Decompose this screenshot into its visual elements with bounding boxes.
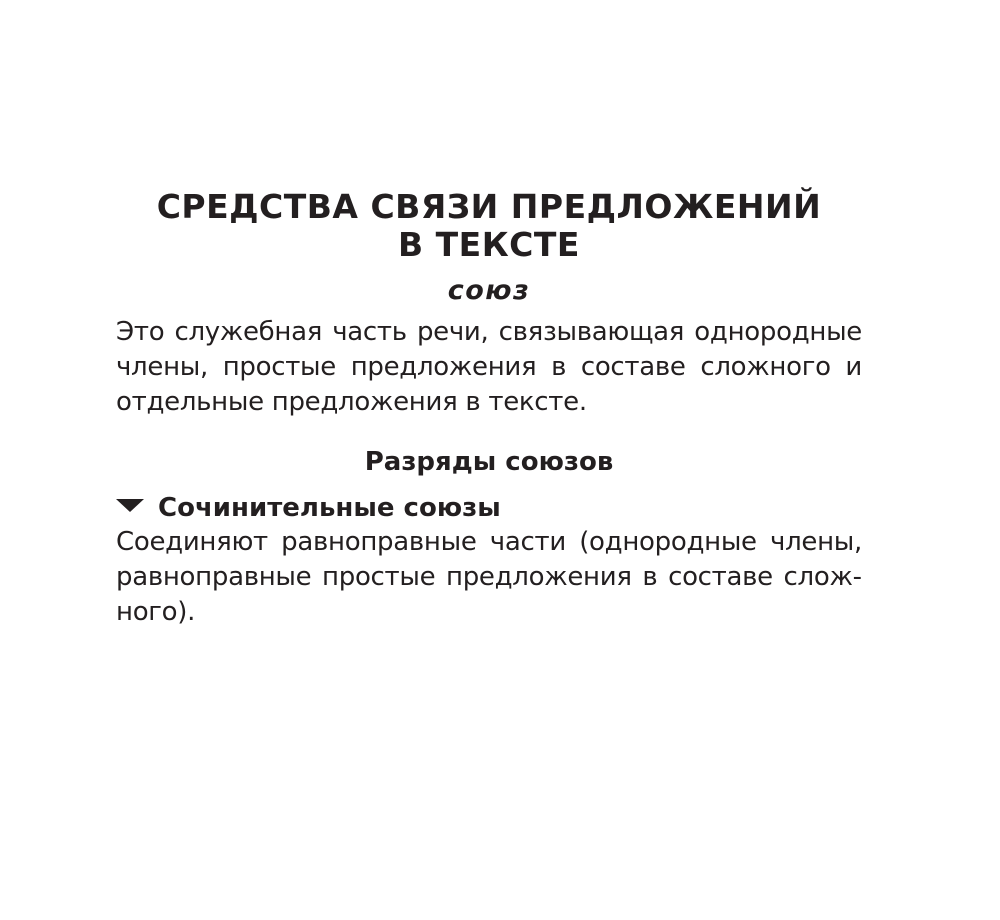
triangle-down-icon xyxy=(116,499,144,512)
page-title-line-1: СРЕДСТВА СВЯЗИ ПРЕДЛОЖЕНИЙ xyxy=(156,187,822,226)
page-title-line-2: В ТЕКСТЕ xyxy=(398,225,580,264)
section-heading: Разряды союзов xyxy=(364,447,614,477)
subsection-title: Сочинительные союзы xyxy=(158,493,501,523)
page-subtitle: союз xyxy=(447,275,531,306)
document-page xyxy=(116,188,862,630)
definition-paragraph: Это служебная часть речи, связывающая однородные члены, простые предложения в составе сложного и отдельные предложения в тексте. xyxy=(116,317,862,417)
subsection-paragraph: Соединяют равноправные части (однородные члены, равноправные простые предложения в составе сложного). xyxy=(116,527,862,627)
subsection-header xyxy=(116,491,862,525)
page-title xyxy=(116,188,862,264)
